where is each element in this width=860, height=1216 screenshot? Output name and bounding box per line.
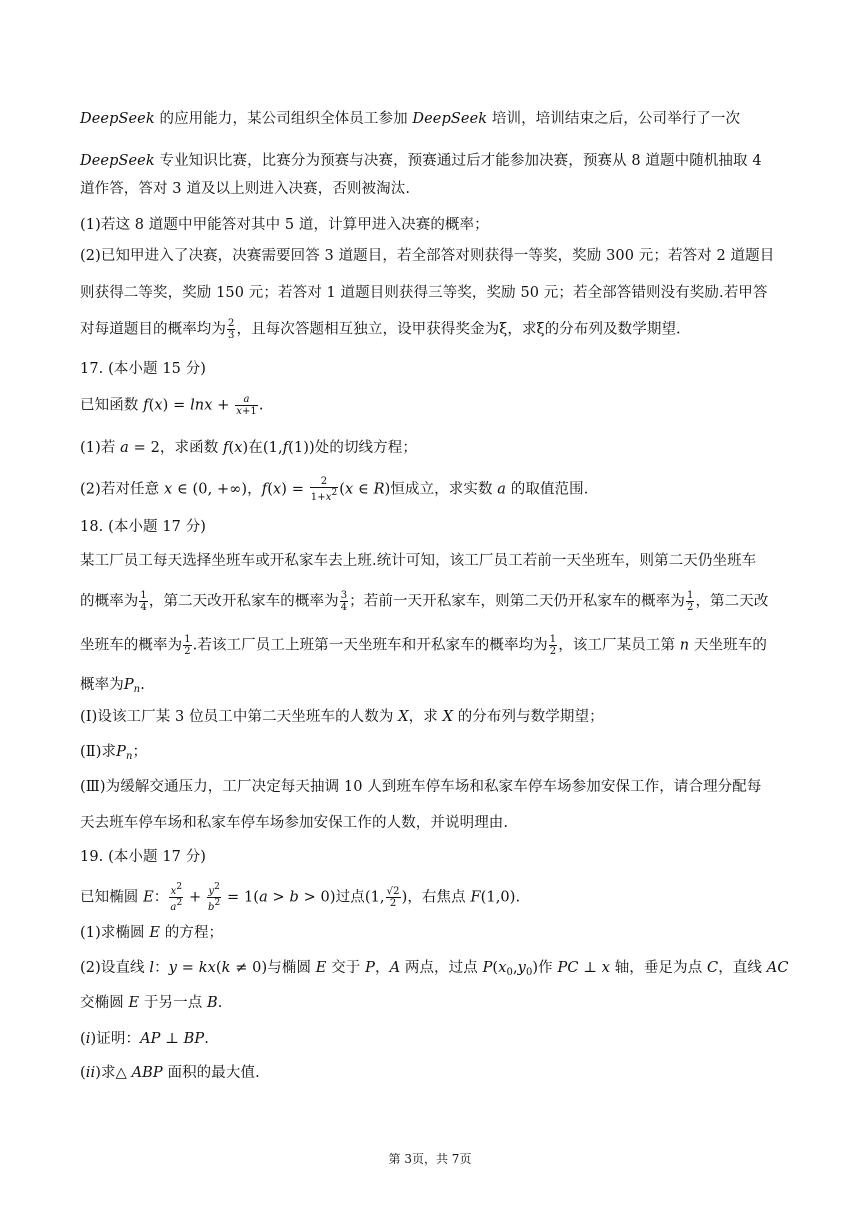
fraction: $\frac{2}{1+x2}$ [310,476,338,503]
text-line: 对每道题目的概率均为 $\frac{2}{3}$ ，且每次答题相互独立，设甲获得奖金为ξ，求ξ的分布列及数学期望. [80,318,681,341]
text-line: DeepSeek 专业知识比赛，比赛分为预赛与决赛，预赛通过后才能参加决赛，预赛从 8 道题中随机抽取 4 [80,153,762,169]
text-line: 概率为$P_n$. [80,677,145,695]
text-line: 已知函数 f(x) = lnx + $\frac{a}{x+1}$ . [80,394,264,417]
text-line: (Ⅱ)求$P_n$； [80,744,148,762]
text-line: 已知椭圆 E： $\frac{x2}{a2}$ + $\frac{y2}{b2}$ = 1(a > b > 0)过点(1, $\frac{√2}{2}$ )，右焦点 F(1,0). [80,882,521,913]
fraction: $\frac{2}{3}$ [228,318,235,341]
problem-heading-18: 18. (本小题 17 分) [80,519,207,535]
text-line: 则获得二等奖，奖励 150 元；若答对 1 道题目则获得三等奖，奖励 50 元；若全部答错则没有奖励.若甲答 [80,285,768,301]
text-line: (2)已知甲进入了决赛，决赛需要回答 3 道题目，若全部答对则获得一等奖，奖励 300 元；若答对 2 道题目 [80,248,775,264]
text-line: (1)若 a = 2，求函数 f(x)在(1,f(1))处的切线方程； [80,440,417,456]
text-line: (2)若对任意 x ∈ (0, +∞)，f(x) = $\frac{2}{1+x2}$ (x ∈ R)恒成立，求实数 a 的取值范围. [80,476,589,503]
problem-heading-17: 17. (本小题 15 分) [80,361,207,377]
text-line: (2)设直线 l：y = kx(k ≠ 0)与椭圆 E 交于 P，A 两点，过点 $P(x_0,y_0)$作 PC ⊥ x 轴，垂足为点 C，直线 AC [80,960,789,978]
problem-heading-19: 19. (本小题 17 分) [80,849,207,865]
text-line: (i)证明：AP ⊥ BP. [80,1031,210,1047]
text-line: (Ⅲ)为缓解交通压力，工厂决定每天抽调 10 人到班车停车场和私家车停车场参加安保工作，请合理分配每 [80,779,762,795]
text-line: (Ⅰ)设该工厂某 3 位员工中第二天坐班车的人数为 X，求 X 的分布列与数学期望； [80,709,604,725]
text-line: 交椭圆 E 于另一点 B. [80,995,223,1011]
text-line: (ii)求△ ABP 面积的最大值. [80,1065,260,1081]
text-line: 坐班车的概率为 $\frac{1}{2}$ .若该工厂员工上班第一天坐班车和开私家车的概率均为 $\frac{1}{2}$ ，该工厂某员工第 n 天坐班车的 [80,634,767,657]
page-footer: 第 3页，共 7页 [388,1152,472,1166]
text-line: 道作答，答对 3 道及以上则进入决赛，否则被淘汰. [80,181,411,197]
text-line: (1)求椭圆 E 的方程； [80,925,224,941]
text-line: DeepSeek 的应用能力，某公司组织全体员工参加 DeepSeek 培训，培训结束之后，公司举行了一次 [80,111,741,127]
text-line: 的概率为 $\frac{1}{4}$ ，第二天改开私家车的概率为 $\frac{3}{4}$ ；若前一天开私家车，则第二天仍开私家车的概率为 $\frac{1}{2}$ ，第二天改 [80,590,769,613]
text-line: 某工厂员工每天选择坐班车或开私家车去上班.统计可知，该工厂员工若前一天坐班车，则第二天仍坐班车 [80,553,757,569]
fraction: $\frac{a}{x+1}$ [236,394,257,417]
text-line: 天去班车停车场和私家车停车场参加安保工作的人数，并说明理由. [80,815,509,831]
text-line: (1)若这 8 道题中甲能答对其中 5 道，计算甲进入决赛的概率； [80,217,489,233]
